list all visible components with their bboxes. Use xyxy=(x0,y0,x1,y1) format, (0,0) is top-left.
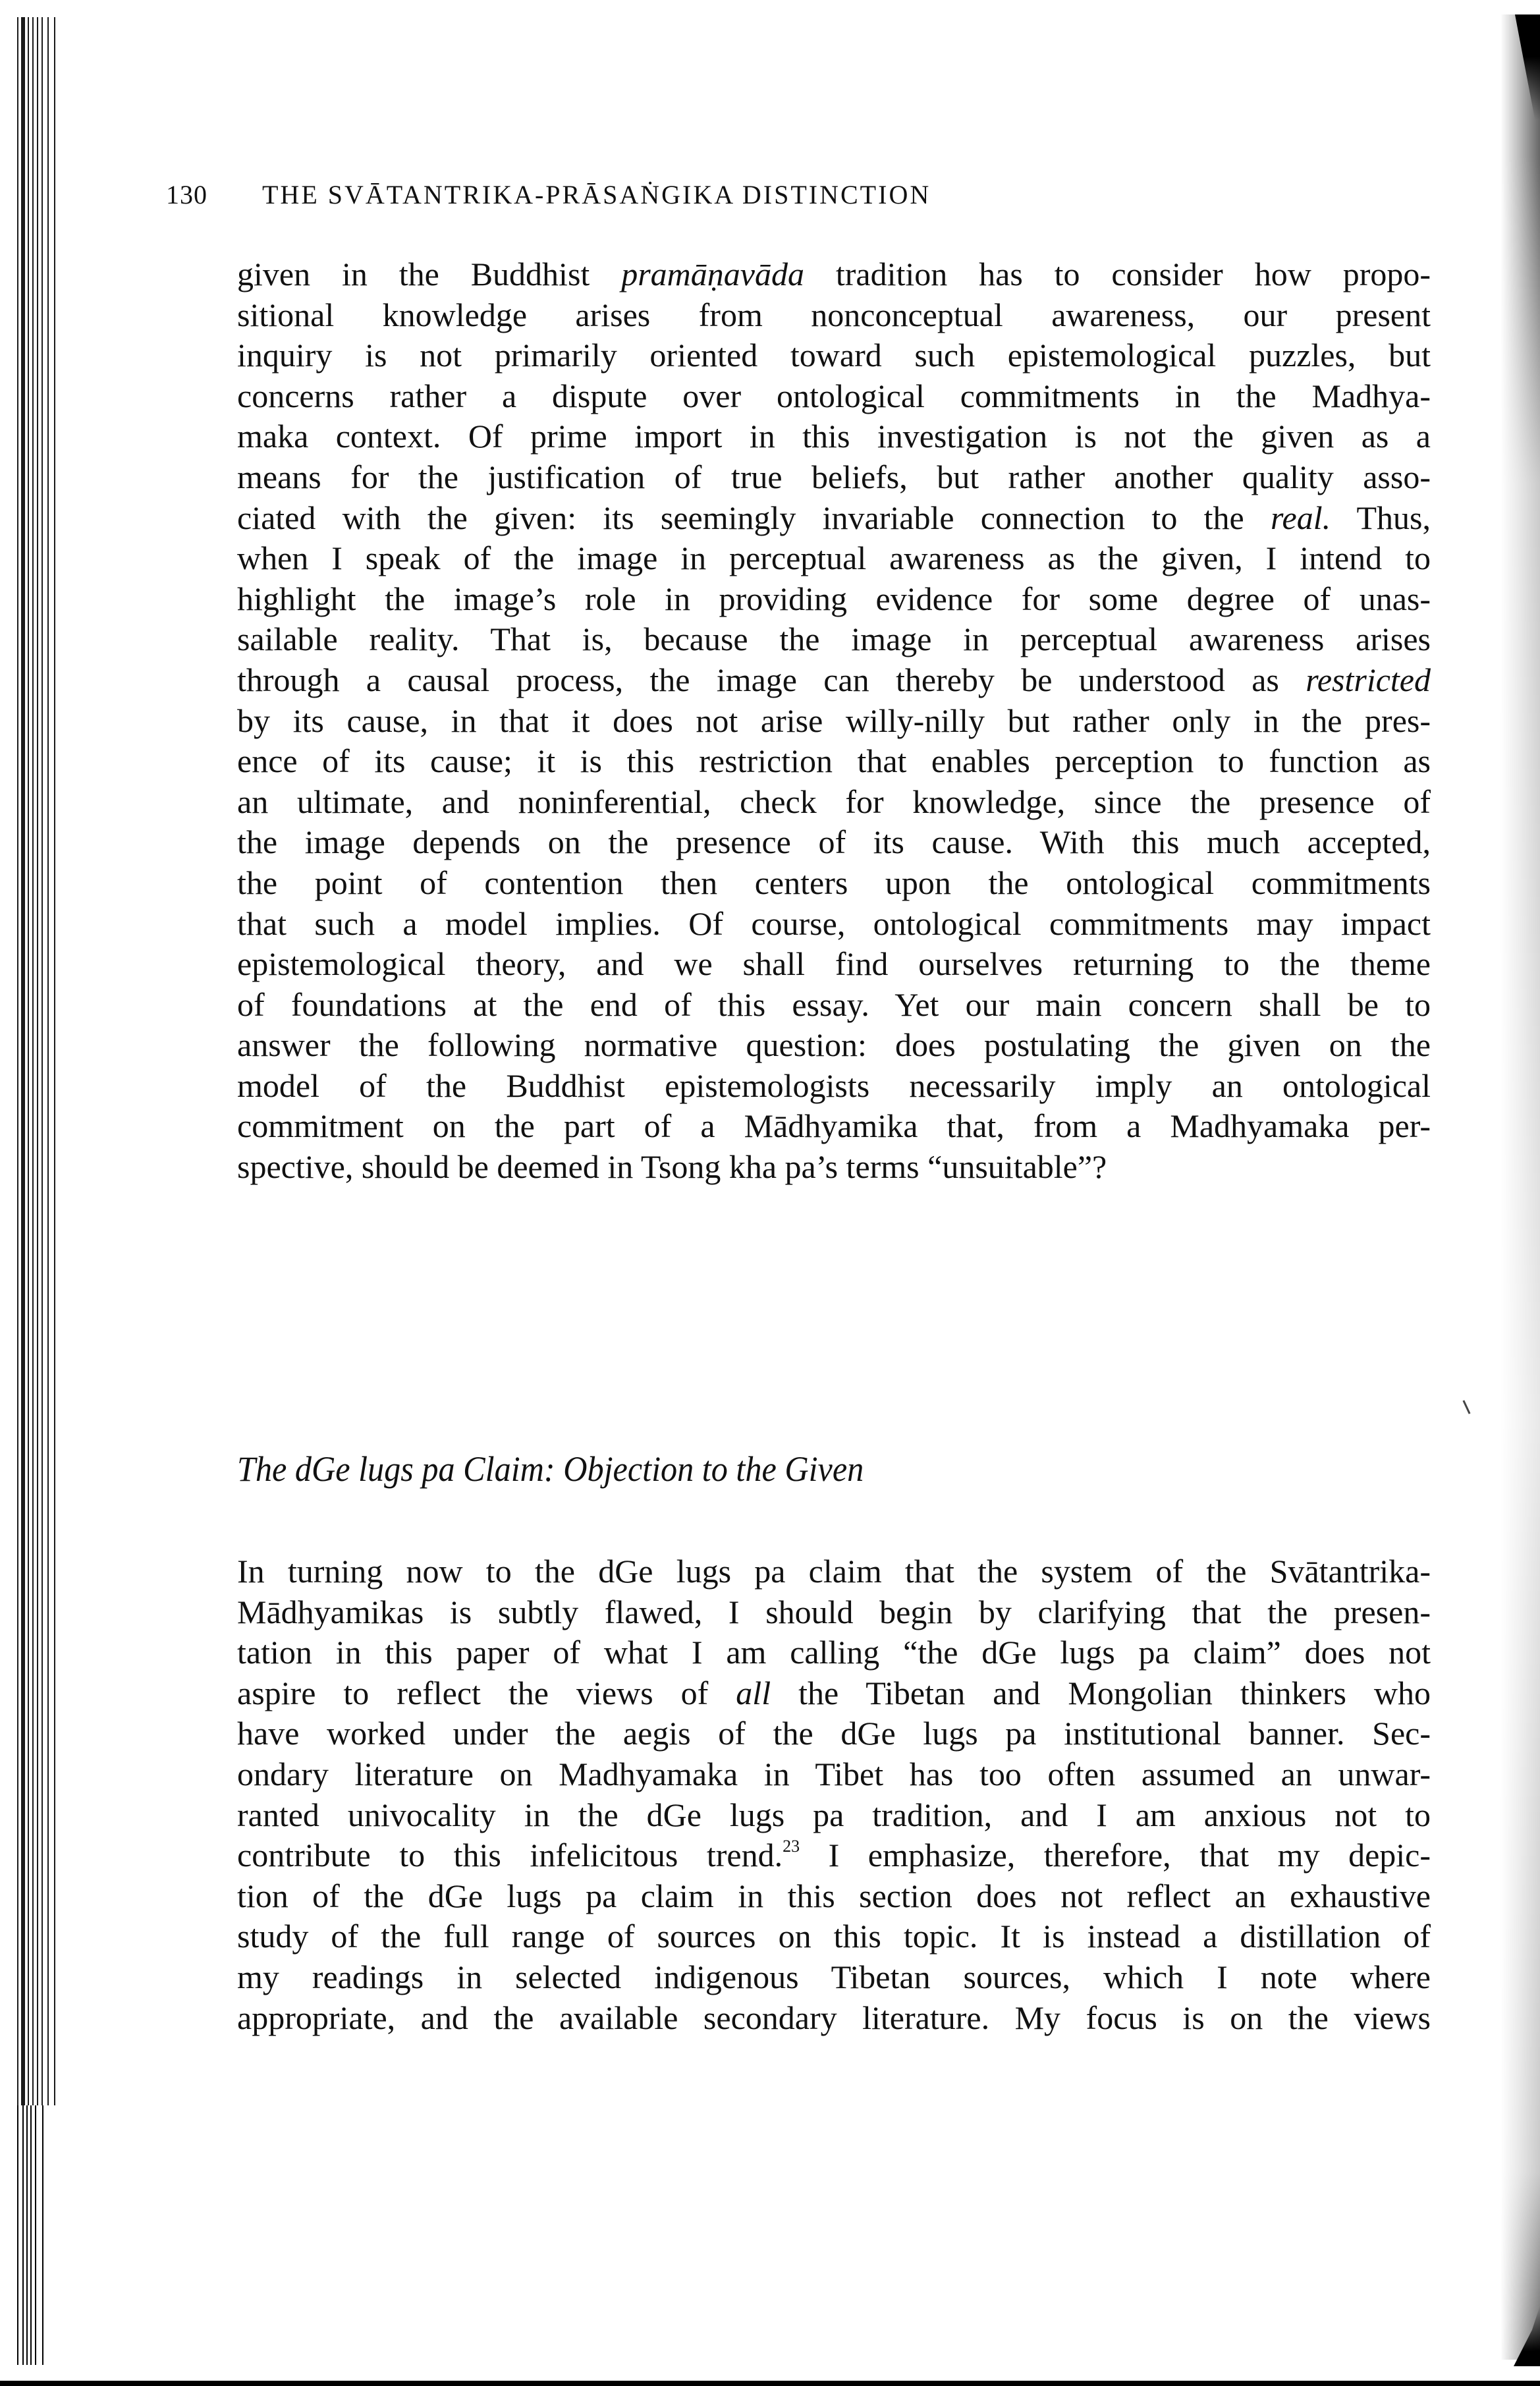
text-line: ence of its cause; it is this restriction that enables perception to function as xyxy=(237,742,1431,780)
text-line: that such a model implies. Of course, ontological commitments may impact xyxy=(237,904,1431,942)
footnote-marker[interactable]: 23 xyxy=(783,1837,800,1856)
scan-speck xyxy=(1462,1400,1470,1414)
italic-term: restricted xyxy=(1306,661,1431,698)
text-line: an ultimate, and noninferential, check for knowledge, since the presence of xyxy=(237,783,1431,820)
text-line: inquiry is not primarily oriented toward such epistemological puzzles, but xyxy=(237,337,1431,374)
italic-term: all xyxy=(736,1674,771,1711)
running-head xyxy=(166,175,1319,215)
text-line: commitment on the part of a Mādhyamika that, from a Madhyamaka per- xyxy=(237,1107,1431,1145)
text-line: epistemological theory, and we shall find ourselves returning to the theme xyxy=(237,945,1431,983)
text-line: ranted univocality in the dGe lugs pa tradition, and I am anxious not to xyxy=(237,1796,1431,1833)
section-heading: The dGe lugs pa Claim: Objection to the Given xyxy=(237,1449,864,1489)
body-paragraph-2 xyxy=(237,1551,1431,2038)
running-head-title: THE SVĀTANTRIKA-PRĀSAṄGIKA DISTINCTION xyxy=(262,180,931,209)
book-binding-shadow-lower xyxy=(17,2105,45,2365)
text-line: highlight the image’s role in providing evidence for some degree of unas- xyxy=(237,580,1431,617)
text-line: given in the Buddhist pramāṇavāda tradition has to consider how propo- xyxy=(237,256,1431,292)
text-line: aspire to reflect the views of all the Tibetan and Mongolian thinkers who xyxy=(237,1674,1431,1711)
text-line: by its cause, in that it does not arise willy-nilly but rather only in the pres- xyxy=(237,702,1431,739)
text-line: model of the Buddhist epistemologists necessarily imply an ontological xyxy=(237,1067,1431,1104)
text-line: contribute to this infelicitous trend.$^{23}$ I emphasize, therefore, that my depic- xyxy=(237,1837,1431,1874)
text-line: my readings in selected indigenous Tibetan sources, which I note where xyxy=(237,1958,1431,1995)
text-line: ciated with the given: its seemingly invariable connection to the real. Thus, xyxy=(237,499,1431,536)
text-line: the point of contention then centers upon the ontological commitments xyxy=(237,864,1431,901)
text-line: In turning now to the dGe lugs pa claim that the system of the Svātantrika- xyxy=(237,1553,1431,1590)
text-line: sitional knowledge arises from nonconceptual awareness, our present xyxy=(237,296,1431,333)
page-number: 130 xyxy=(166,180,207,209)
text-line: the image depends on the presence of its cause. With this much accepted, xyxy=(237,823,1431,861)
text-line: sailable reality. That is, because the image in perceptual awareness arises xyxy=(237,621,1431,658)
book-binding-shadow xyxy=(17,17,58,2105)
text-line: of foundations at the end of this essay. Yet our main concern shall be to xyxy=(237,985,1431,1023)
text-line: tation in this paper of what I am calling “the dGe lugs pa claim” does not xyxy=(237,1634,1431,1671)
text-line: have worked under the aegis of the dGe lugs pa institutional banner. Sec- xyxy=(237,1715,1431,1752)
page-edge-shadow xyxy=(1500,14,1540,2360)
text-line: when I speak of the image in perceptual awareness as the given, I intend to xyxy=(237,540,1431,577)
body-paragraph-1 xyxy=(237,254,1431,1188)
scan-bottom-edge xyxy=(0,2381,1540,2386)
text-line: appropriate, and the available secondary literature. My focus is on the views xyxy=(237,1999,1431,2036)
italic-term: pramāṇavāda xyxy=(621,256,804,292)
italic-term: real. xyxy=(1270,499,1331,536)
text-line: through a causal process, the image can thereby be understood as restricted xyxy=(237,661,1431,698)
text-line: maka context. Of prime import in this investigation is not the given as a xyxy=(237,418,1431,455)
text-line: study of the full range of sources on this topic. It is instead a distillation of xyxy=(237,1918,1431,1955)
text-line: tion of the dGe lugs pa claim in this section does not reflect an exhaustive xyxy=(237,1877,1431,1914)
text-line: Mādhyamikas is subtly flawed, I should begin by clarifying that the presen- xyxy=(237,1593,1431,1630)
text-line: concerns rather a dispute over ontological commitments in the Madhya- xyxy=(237,377,1431,414)
text-line: ondary literature on Madhyamaka in Tibet has too often assumed an unwar- xyxy=(237,1755,1431,1792)
text-line: means for the justification of true beliefs, but rather another quality asso- xyxy=(237,458,1431,495)
text-line: spective, should be deemed in Tsong kha pa’s terms “unsuitable”? xyxy=(237,1148,1107,1186)
text-line: answer the following normative question: does postulating the given on the xyxy=(237,1026,1431,1064)
